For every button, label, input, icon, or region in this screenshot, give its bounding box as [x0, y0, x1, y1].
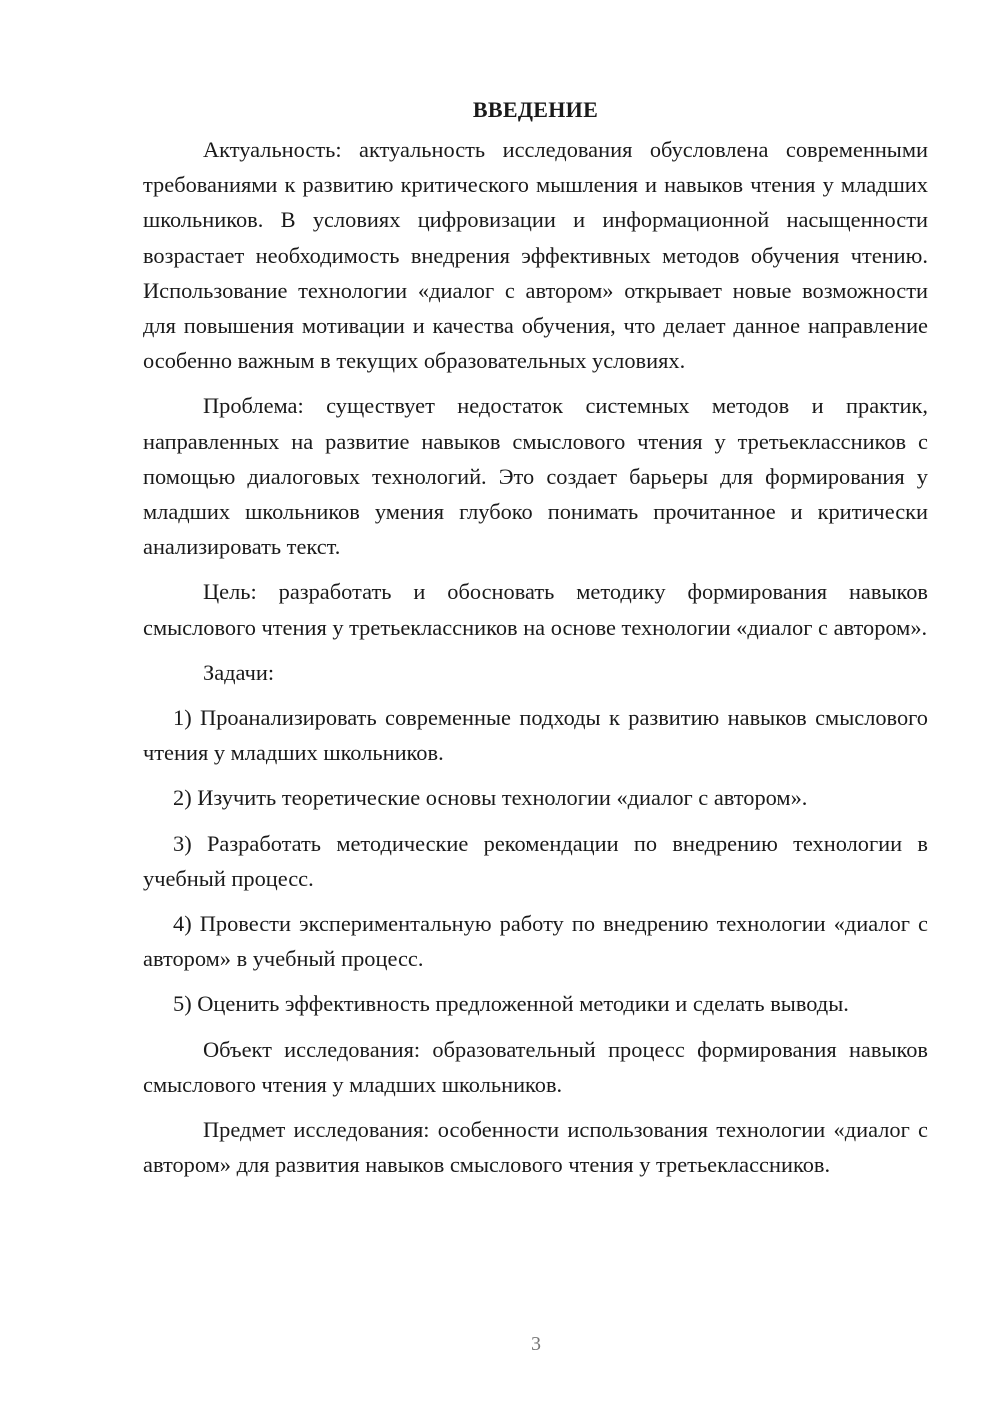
task-item-3: 3) Разработать методические рекомендации по внедрению технологии в учебный процесс.: [143, 830, 928, 891]
page-number: 3: [531, 1333, 541, 1355]
task-item-2: 2) Изучить теоретические основы технологии «диалог с автором».: [173, 785, 808, 811]
task-item-5: 5) Оценить эффективность предложенной методики и сделать выводы.: [173, 991, 849, 1017]
object-paragraph: Объект исследования: образовательный процесс формирования навыков смыслового чтения у младших школьников.: [143, 1036, 928, 1097]
document-page: [143, 92, 928, 1192]
section-heading: ВВЕДЕНИЕ: [472, 97, 599, 122]
problem-paragraph: Проблема: существует недостаток системных методов и практик, направленных на развитие навыков смыслового чтения у третьеклассников с помощью диалоговых технологий. Это создает барьеры для формирования у младших школьников умения глубоко понимать прочитанное и критически анализировать текст.: [143, 393, 928, 560]
task-item-1: 1) Проанализировать современные подходы к развитию навыков смыслового чтения у младших школьников.: [143, 705, 928, 766]
subject-paragraph: Предмет исследования: особенности использования технологии «диалог с автором» для развития навыков смыслового чтения у третьеклассников.: [143, 1117, 928, 1178]
task-item-4: 4) Провести экспериментальную работу по внедрению технологии «диалог с автором» в учебный процесс.: [143, 911, 928, 972]
tasks-label: Задачи:: [203, 659, 275, 685]
goal-paragraph: Цель: разработать и обосновать методику формирования навыков смыслового чтения у третьеклассников на основе технологии «диалог с автором».: [143, 579, 928, 640]
relevance-paragraph: Актуальность: актуальность исследования обусловлена современными требованиями к развитию критического мышления и навыков чтения у младших школьников. В условиях цифровизации и информационной насыщенности возрастает необходимость внедрения эффективных методов обучения чтению. Использование технологии «диалог с автором» открывает новые возможности для повышения мотивации и качества обучения, что делает данное направление особенно важным в текущих образовательных условиях.: [143, 137, 928, 374]
